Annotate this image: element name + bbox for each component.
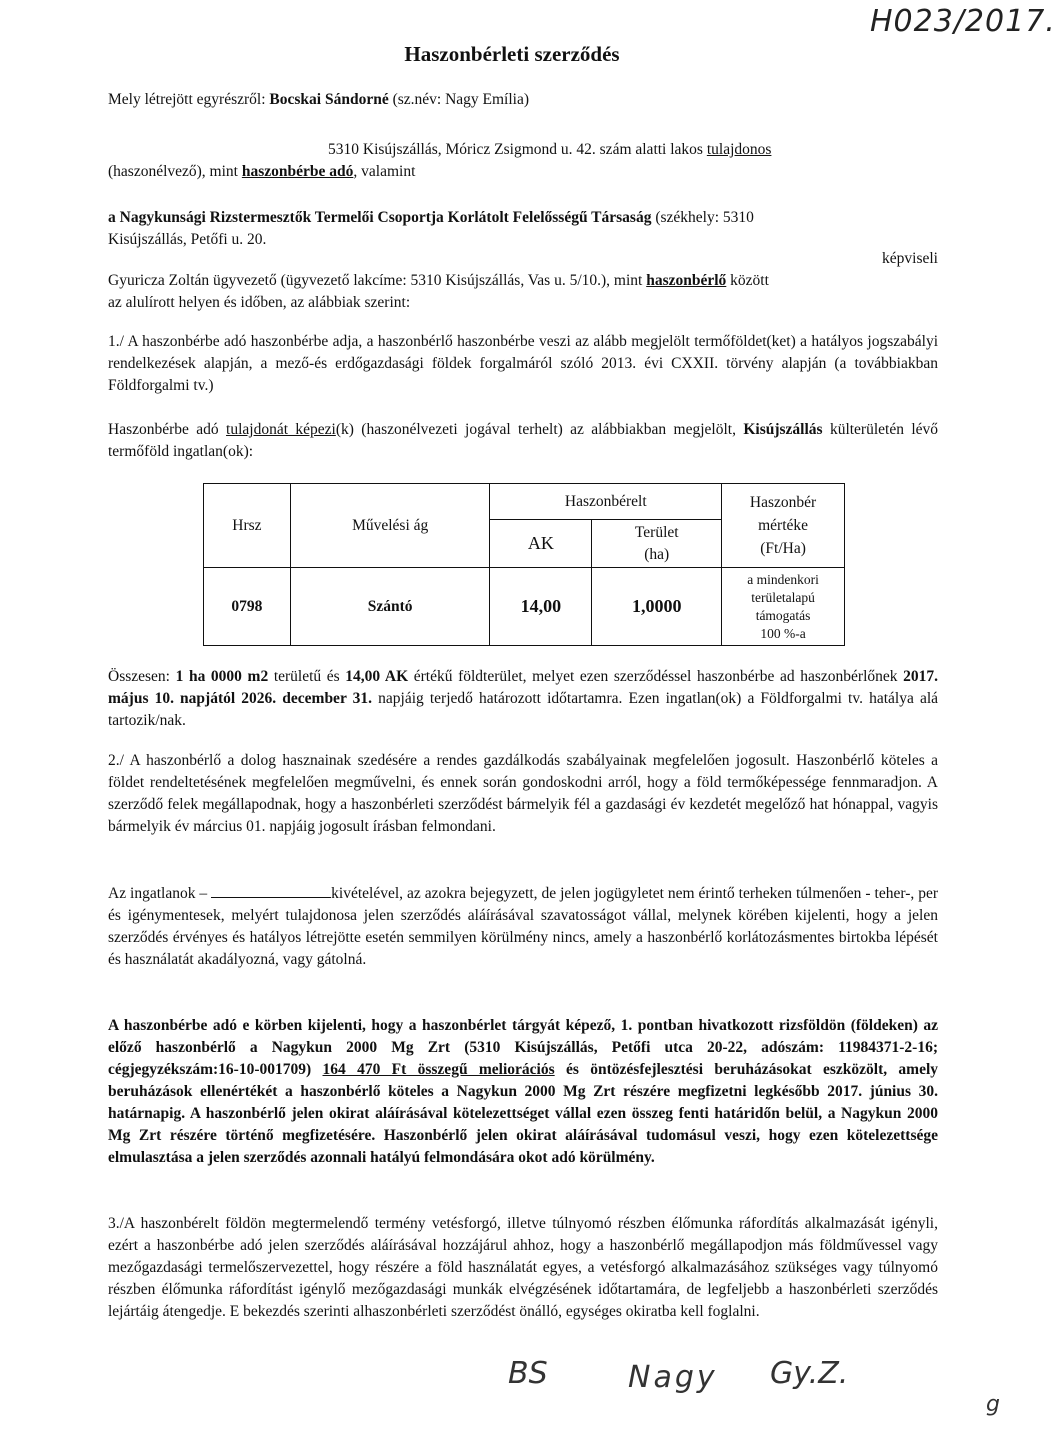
signature-2: Nagy — [628, 1360, 718, 1395]
manager-line: Gyuricza Zoltán ügyvezető (ügyvezető lakcíme: 5310 Kisújszállás, Vas u. 5/10.), mint haszonbérlő között az alulírott helyen és időben, az alábbiak szerint: — [108, 272, 769, 311]
cell-terulet: 1,0000 — [592, 568, 722, 646]
parties-prefix: Mely létrejött egyrészről: — [108, 91, 266, 108]
company-line: a Nagykunsági Rizstermesztők Termelői Csoportja Korlátolt Felelősségű Társaság (székhely: 5310 Kisújszállás, Petőfi u. 20. — [108, 209, 754, 248]
section-2-declaration: A haszonbérbe adó e körben kijelenti, hogy a haszonbérlet tárgyát képező, 1. pontban hivatkozott rizsföldön (földeken) az előző haszonbérlő a Nagykun 2000 Mg Zrt (5310 Kisújszállás, Petőfi utca 20-22, adószám: 11984371-2-16; cégjegyzékszám:16-10-001709) 164 470 Ft összegű meliorációs és öntözésfejlesztési beruházásokat eszközölt, amely beruházások ellenértékét a haszonbérlő köteles a Nagykun 2000 Mg Zrt részére megfizetni legkésőbb 2017. június 30. határnapig. A haszonbérlő jelen okirat aláírásával kötelezettséget vállal ezen összeg fenti határidőn belül, a Nagykun 2000 Mg Zrt részére történő megfizetésére. Haszonbérlő jelen okirat aláírásával tudomásul veszi, hogy ezen kötelezettsége elmulasztása a jelen szerződés azonnali hatályú felmondására okot adó körülmény. — [108, 1017, 939, 1166]
section-1-text: 1./ A haszonbérbe adó haszonbérbe adja, a haszonbérlő haszonbérbe veszi az alább megjelölt termőföldet(ket) a hatályos jogszabályi rendelkezések alapján, a mező-és erdőgazdasági földek forgalmáról szóló 2013. évi CXXII. törvény alapján (a továbbiakban Földforgalmi tv.) — [108, 333, 938, 394]
parties-line-1 — [108, 89, 938, 111]
header-hrsz: Hrsz — [204, 484, 291, 568]
lessor-address: 5310 Kisújszállás, Móricz Zsigmond u. 42. szám alatti lakos tulajdonos — [328, 141, 772, 158]
lessor-birthname: (sz.név: Nagy Emília) — [392, 91, 530, 108]
land-table — [203, 483, 845, 646]
initial-mark: g — [986, 1392, 1000, 1417]
lessor-role: haszonbérbe adó — [241, 163, 354, 180]
cell-hrsz: 0798 — [204, 568, 291, 646]
owner-word: tulajdonos — [706, 141, 772, 158]
document-title: Haszonbérleti szerződés — [404, 42, 620, 66]
header-ak: AK — [490, 520, 592, 568]
section-1-owned: Haszonbérbe adó tulajdonát képezi(k) (haszonélvezeti jogával terhelt) az alábbiakban megjelölt, Kisújszállás külterületén lévő termőföld ingatlan(ok): — [108, 421, 939, 460]
represents-label: képviseli — [882, 250, 938, 267]
header-haszonberelt: Haszonbérelt — [490, 484, 722, 520]
blank-fill-line — [211, 883, 331, 898]
section-3-text: 3./A haszonbérelt földön megtermelendő termény vetésforgó, illetve túlnyomó részben élőmunka ráfordítás alkalmazását igényli, ezért a haszonbérbe adó jelen szerződés aláírásával hozzájárul ahhoz, hogy a haszonbérlő megállapodjon más földművessel vagy mezőgazdasági termelőszervezettel, hogy részére a föld használatát egyes, a vetésforgó alkalmazásához szükséges vagy túlnyomó részben élőmunka ráfordítást igénylő mezőgazdasági munkák elvégzésének időtartamára, de legfeljebb a haszonbérleti szerződés lejártáig átengedje. E bekezdés szerinti alhaszonbérleti szerződést önálló, egységes okiratba kell foglalni. — [108, 1215, 938, 1320]
table-row — [204, 568, 845, 646]
lessor-name: Bocskai Sándorné — [269, 91, 389, 108]
header-terulet: Terület (ha) — [592, 520, 722, 568]
section-2-text: 2./ A haszonbérlő a dolog hasznainak szedésére a rendes gazdálkodás szabályainak megfelelően jogosult. Haszonbérlő köteles a földet rendeltetésének megfelelően megművelni, és ennek során gondoskodni arról, hogy a föld termőképessége fennmaradjon. A szerződő felek megállapodnak, hogy a haszonbérleti szerződést bármelyik fél a gazdasági év kezdetét megelőző hat hónappal, vagyis bármelyik év március 01. napjáig jogosult írásban felmondani. — [108, 752, 938, 835]
summary-paragraph: Összesen: 1 ha 0000 m2 területű és 14,00 AK értékű földterület, melyet ezen szerződéssel haszonbérbe ad haszonbérlőnek 2017. május 10. napjától 2026. december 31. napjáig terjedő határozott időtartamra. Ezen ingatlan(ok) a Földforgalmi tv. hatálya alá tartozik/nak. — [108, 668, 939, 729]
lessor-role-line: (haszonélvező), mint haszonbérbe adó, valamint — [108, 163, 416, 180]
section-2-burden: Az ingatlanok – kivételével, az azokra bejegyzett, de jelen jogügyletet nem érintő terheken túlmenően - teher-, per és igénymentesek, melyért tulajdonosa jelen szerződés aláírásával szavatosságot vállal, melynek körében kijelenti, hogy a jelen szerződés érvényes és hatályos létrejötte esetén semmilyen körülmény nincs, amely a haszonbérlő korlátozásmentes birtokba lépését és használatát akadályozná, vagy gátolná. — [108, 885, 938, 968]
cell-haszonber: a mindenkori területalapú támogatás 100 %-a — [722, 568, 845, 646]
cell-ak: 14,00 — [490, 568, 592, 646]
cell-muvelesi: Szántó — [290, 568, 490, 646]
registration-number-handwritten: H023/2017. — [870, 4, 1056, 39]
company-name: a Nagykunsági Rizstermesztők Termelői Csoportja Korlátolt Felelősségű Társaság — [108, 209, 652, 226]
signature-3: Gy.Z. — [770, 1356, 849, 1391]
lessee-role: haszonbérlő — [646, 272, 727, 289]
header-haszonber: Haszonbér mértéke (Ft/Ha) — [722, 484, 845, 568]
signature-1: BS — [508, 1356, 548, 1391]
header-muvelesi-ag: Művelési ág — [290, 484, 490, 568]
